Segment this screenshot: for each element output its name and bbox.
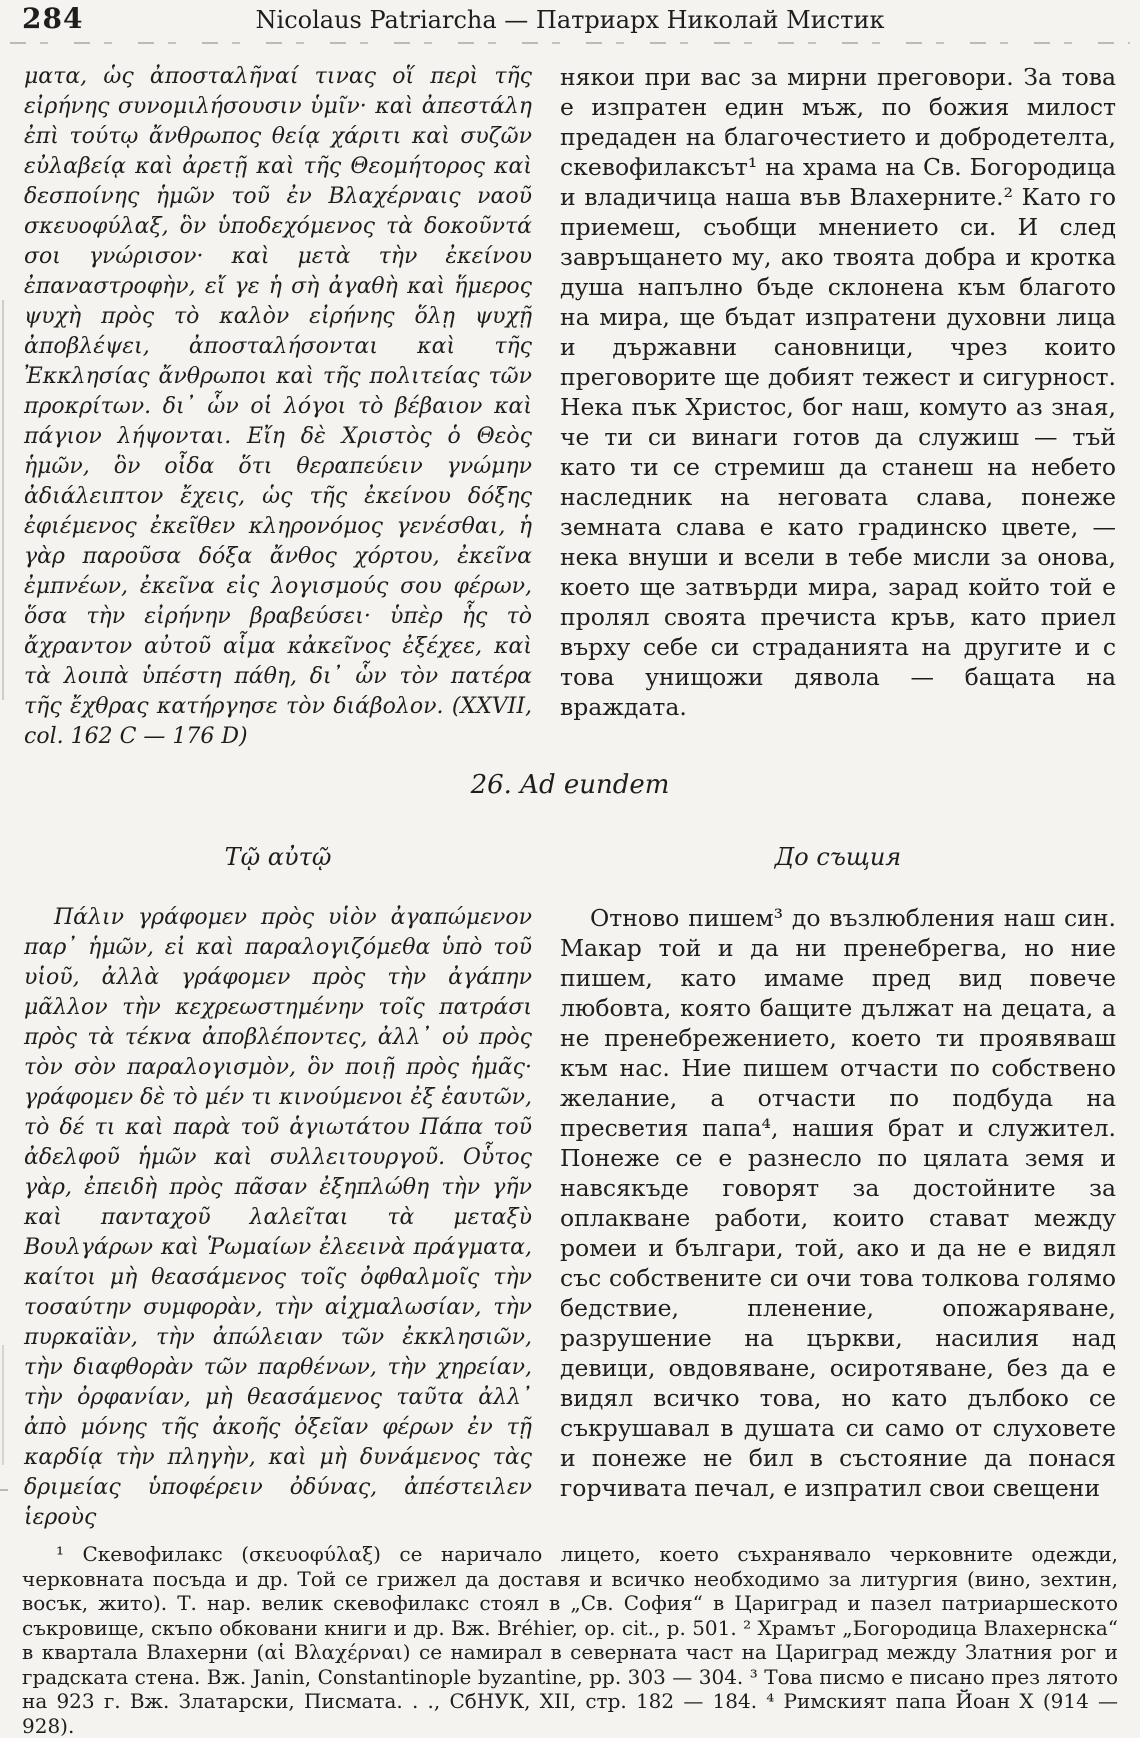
scan-artifact-left-edge-line <box>2 300 4 700</box>
letter-25-greek-column <box>24 62 532 762</box>
page-number: 284 <box>22 2 84 35</box>
letter-26-bulgarian-subheading: До същия <box>774 843 902 871</box>
letter-25-greek-text: ματα, ὡς ἀποσταλῆναί τινας οἵ περὶ τῆς εἰρήνης συνομιλήσουσιν ὑμῖν· καὶ ἀπεστάλη ἐπὶ τούτῳ ἄνθρωπος θείᾳ χάριτι καὶ συζῶν εὐλαβείᾳ καὶ ἀρετῇ καὶ τῆς Θεομήτορος καὶ δεσποίνης ἡμῶν τοῦ ἐν Βλαχέρναις ναοῦ σκευοφύλαξ, ὃν ὑποδεχόμενος τὰ δοκοῦντά σοι γνώρισον· καὶ μετὰ τὴν ἐκείνου ἐπαναστροφὴν, εἴ γε ἡ σὴ ἀγαθὴ καὶ ἥμερος ψυχὴ πρὸς τὸ καλὸν εἰρήνης ὅλῃ ψυχῇ ἀποβλέψει, ἀποσταλήσονται καὶ τῆς Ἐκκλησίας ἄνθρωποι καὶ τῆς πολιτείας τῶν προκρίτων. δι᾽ ὧν οἱ λόγοι τὸ βέβαιον καὶ πάγιον λήψονται. Εἴη δὲ Χριστὸς ὁ Θεὸς ἡμῶν, ὃν οἶδα ὅτι θεραπεύειν γνώμην ἀδιάλειπτον ἔχεις, ὡς τῆς ἐκείνου δόξης ἐφιέμενος ἐκεῖθεν κληρονόμος γενέσθαι, ἡ γὰρ παροῦσα δόξα ἄνθος χόρτου, ἐκεῖνα ἐμπνέων, ἐκεῖνα εἰς λογισμούς σου φέρων, ὅσα τὴν εἰρήνην βραβεύσει· ὑπὲρ ἧς τὸ ἄχραντον αὐτοῦ αἷμα κἀκεῖνος ἐξέχεε, καὶ τὰ λοιπὰ ὑπέστη πάθη, δι᾽ ὧν τὸν πατέρα τῆς ἔχθρας κατήργησε τὸν διάβολον. (XXVII, col. 162 C — 176 D) <box>24 64 532 749</box>
footnote-2: ² Храмът „Богородица Влахернска“ в квартала Влахерни (αἱ Βλαχέρναι) се намирал в северната част на Цариград между Златния рог и градската стена. Вж. Janin, Constantinople byzantine, pp. 303 — 304. <box>22 1615 1118 1689</box>
letter-25-columns <box>24 62 1116 762</box>
running-title: Nicolaus Patriarcha — Патриарх Николай Мистик <box>255 6 885 34</box>
letter-26-subheadings <box>24 843 1116 871</box>
letter-26-greek-column <box>24 903 532 1539</box>
letter-25-bulgarian-column <box>560 62 1116 762</box>
scan-artifact-left-edge-line <box>2 1345 4 1465</box>
header-rule <box>10 42 1130 44</box>
letter-26-bulgarian-column <box>560 903 1116 1539</box>
letter-26-greek-text: Πάλιν γράφομεν πρὸς υἱὸν ἀγαπώμενον παρ᾽ ἡμῶν, εἰ καὶ παραλογιζόμεθα ὑπὸ τοῦ υἱοῦ, ἀλλὰ γράφομεν πρὸς τὴν ἀγάπην μᾶλλον τὴν κεχρεωστημένην τοῖς πατράσι πρὸς τὰ τέκνα ἀποβλέποντες, ἀλλ᾽ οὐ πρὸς τὸν σὸν παραλογισμὸν, ὃν ποιῇ πρὸς ἡμᾶς· γράφομεν δὲ τὸ μέν τι κινούμενοι ἐξ ἑαυτῶν, τὸ δέ τι καὶ παρὰ τοῦ ἁγιωτάτου Πάπα τοῦ ἀδελφοῦ ἡμῶν καὶ συλλειτουργοῦ. Οὗτος γὰρ, ἐπειδὴ πρὸς πᾶσαν ἐξηπλώθη τὴν γῆν καὶ πανταχοῦ λαλεῖται τὰ μεταξὺ Βουλγάρων καὶ Ῥωμαίων ἐλεεινὰ πράγματα, καίτοι μὴ θεασάμενος τοῖς ὀφθαλμοῖς τὴν τοσαύτην συμφορὰν, τὴν αἰχμαλωσίαν, τὴν πυρκαϊὰν, τὴν ἀπώλειαν τῶν ἐκκλησιῶν, τὴν διαφθορὰν τῶν παρθένων, τὴν χηρείαν, τὴν ὀρφανίαν, μὴ θεασάμενος ταῦτα ἀλλ᾽ ἀπὸ μόνης τῆς ἀκοῆς ὀξεῖαν φέρων ἐν τῇ καρδίᾳ τὴν πληγὴν, καὶ μὴ δυνάμενος τὰς δριμείας ὑποφέρειν ὀδύνας, ἀπέστειλεν ἱεροὺς <box>24 905 532 1530</box>
letter-26-greek-subheading: Τῷ αὐτῷ <box>224 843 332 871</box>
footnotes-block <box>22 1542 1118 1738</box>
letter-26-columns <box>24 903 1116 1539</box>
footnote-3: ³ Това писмо е писано през лятото на 923 г. Вж. Златарски, Писмата. . ., СбНУК, XII, стр. 182 — 184. <box>22 1664 1119 1713</box>
letter-26-bulgarian-text: Отново пишем³ до възлюбления наш син. Макар той и да ни пренебрегва, но ние пишем, като имаме пред вид повече любовта, която бащите дължат на децата, а не пренебрежението, което ти проявяваш към нас. Ние пишем отчасти по собствено желание, а отчасти по подбуда на пресветия папа⁴, нашия брат и служител. Понеже се е разнесло по цялата земя и навсякъде говорят за достойните за оплакване работи, които стават между ромеи и българи, той, ако и да не е видял със собствените си очи това толкова голямо бедствие, пленение, опожаряване, разрушение на църкви, насилия над девици, овдовяване, осиротяване, без да е видял всичко това, но като дълбоко се съкрушавал в душата си само от слуховете и понеже не бил в състояние да понася горчивата печал, е изпратил свои свещени <box>560 904 1116 1502</box>
scan-artifact-dash <box>0 1489 8 1491</box>
letter-25-bulgarian-text: някои при вас за мирни преговори. За това е изпратен един мъж, по божия милост предаден на благочестието и добродетелта, скевофилаксът¹ на храма на Св. Богородица и владичица наша във Влахерните.² Като го приемеш, съобщи мнението си. И след завръщането му, ако твоята добра и кротка душа напълно бъде склонена към благото на мира, ще бъдат изпратени духовни лица и държавни сановници, чрез които преговорите ще добият тежест и сигурност. Нека пък Христос, бог наш, комуто аз зная, че ти си винаги готов да служиш — тъй като ти се стремиш да станеш на небето наследник на неговата слава, понеже земната слава е като градинско цвете, — нека внуши и всели в тебе мисли за онова, което ще затвърди мира, зарад който той е пролял своята пречиста кръв, като приел върху себе си страданията на другите и с това унищожи дявола — бащата на враждата. <box>560 63 1116 721</box>
footnote-1: ¹ Скевофилакс (σκευοφύλαξ) се наричало лицето, което съхранявало черковните одежди, черковната посъда и др. Той се грижел да доставя и всичко необходимо за литургия (вино, зехтин, восък, жито). Т. нар. велик скевофилакс стоял в „Св. София“ в Цариград и пазел патриаршеското съкровище, скъпо обковани книги и др. Вж. Bréhier, op. cit., p. 501. <box>22 1542 1118 1640</box>
letter-26-heading: 26. Ad eundem <box>470 770 670 800</box>
footnote-4: ⁴ Римският папа Йоан X (914 — 928). <box>22 1689 1118 1738</box>
